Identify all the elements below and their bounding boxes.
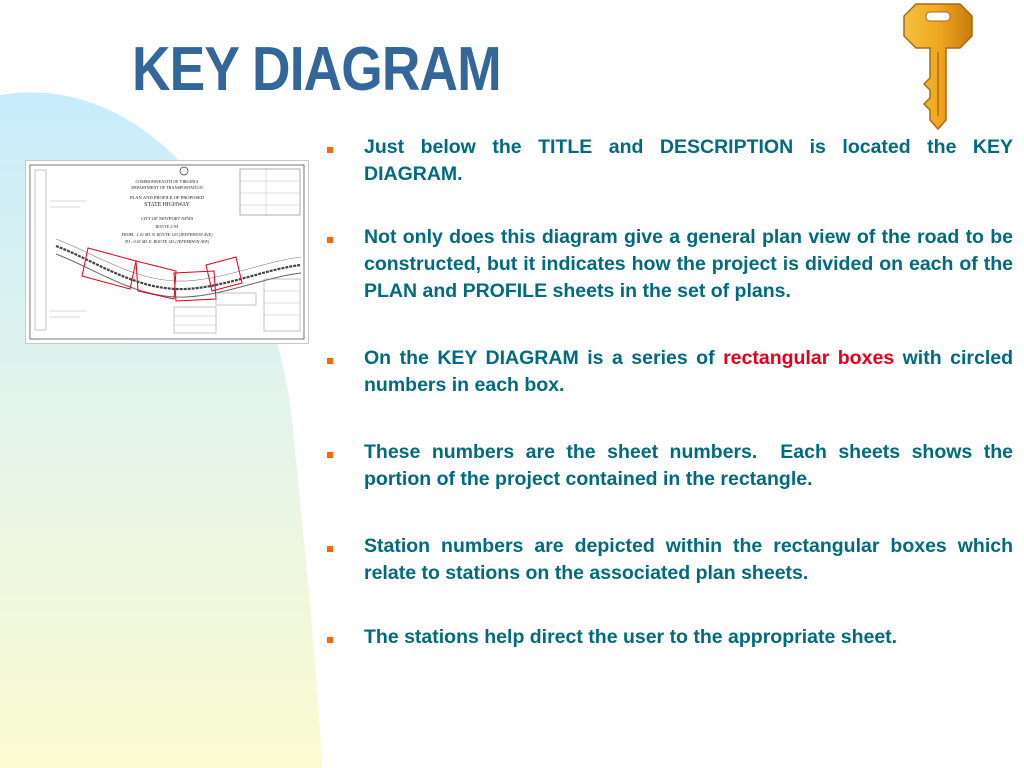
key-diagram-plan-sheet [25,160,309,344]
bullet-text: Just below the TITLE and DESCRIPTION is located the KEY DIAGRAM. [364,136,1013,185]
square-bullet-icon [327,452,333,458]
sheet-header-line: DEPARTMENT OF TRANSPORTATION [131,185,203,190]
square-bullet-icon [327,358,333,364]
sheet-location-line: CITY OF NEWPORT NEWS [140,216,194,221]
bullet-text: Not only does this diagram give a general plan view of the road to be constructed, but it indicates how the project is divided on each of the PLAN and PROFILE sheets in the set of plans. [364,226,1013,302]
slide-title: KEY DIAGRAM [132,35,501,104]
bullet-item [325,134,1013,188]
sheet-location-line: ROUTE 2-9A [155,224,179,229]
sheet-header-line: COMMONWEALTH OF VIRGINIA [135,179,199,184]
sheet-header-line: PLAN AND PROFILE OF PROPOSED [129,195,205,200]
square-bullet-icon [327,237,333,243]
bullet-item [325,345,1013,399]
key-icon [902,2,974,130]
bullet-text: Station numbers are depicted within the rectangular boxes which relate to stations on the associated plan sheets. [364,535,1013,584]
bullet-list [325,134,1019,651]
sheet-header-line: STATE HIGHWAY [144,202,190,208]
bullet-item [325,224,1013,305]
square-bullet-icon [327,637,333,643]
bullet-text: These numbers are the sheet numbers. Each sheets shows the portion of the project contained in the rectangle. [364,441,1019,490]
plan-sheet-drawing [26,161,308,343]
square-bullet-icon [327,147,333,153]
bullet-text: On the KEY DIAGRAM is a series of rectangular boxes with circled numbers in each box. [364,347,1013,396]
highlighted-phrase: rectangular boxes [723,347,895,369]
sheet-location-line: FROM : 1.01 MI. N. ROUTE 143 (JEFFERSON AVE) [121,232,213,237]
sheet-location-line: TO : 0.01 MI. E. ROUTE 143 (JEFFERSON AVE) [124,239,210,244]
bullet-item [325,439,1019,493]
bullet-item [325,533,1013,587]
bullet-text: The stations help direct the user to the appropriate sheet. [364,626,898,648]
bullet-item [325,624,1013,651]
square-bullet-icon [327,546,333,552]
